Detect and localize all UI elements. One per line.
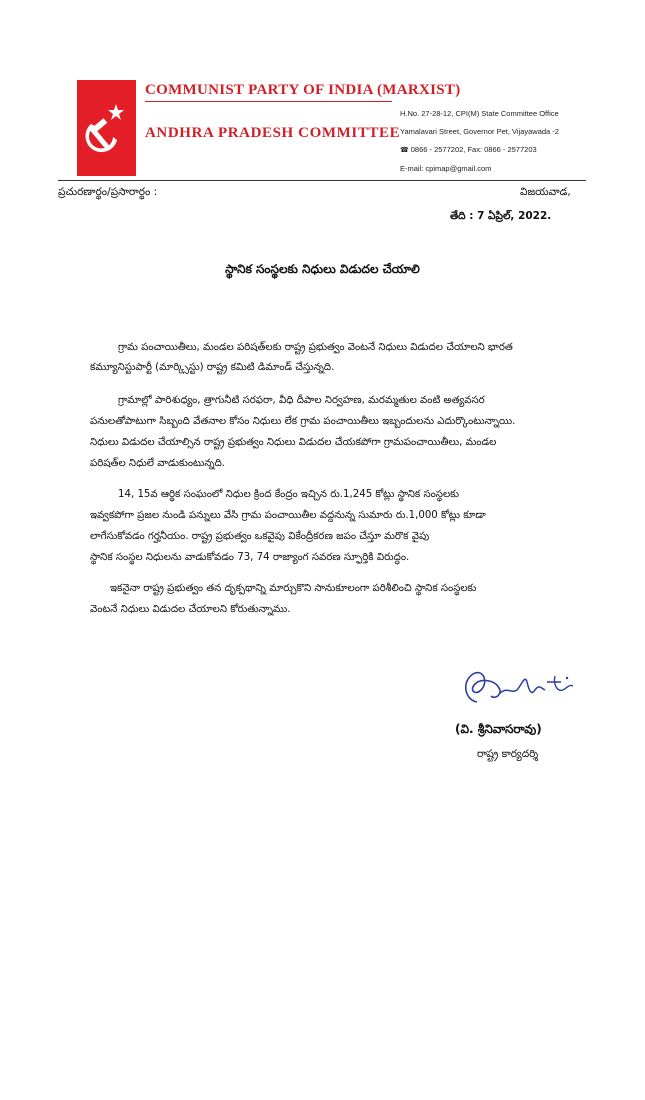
paragraph-3-line: ఇవ్వకపోగా ప్రజల నుండి పన్నులు వేసి గ్రామ పంచాయితీల వద్దనున్న సుమారు రు.1,000 కోట్లు కూడా	[90, 510, 486, 521]
email-line: E-mail: cpimap@gmail.com	[400, 164, 492, 173]
press-label: ప్రచురణార్థం/ప్రసారార్థం :	[58, 186, 158, 198]
paragraph-1-line: గ్రామ పంచాయితీలు, మండల పరిషత్‌లకు రాష్ట్ర ప్రభుత్వం వెంటనే నిధులు విడుదల చేయాలని భారత	[118, 342, 513, 353]
party-logo	[77, 80, 136, 176]
party-name: COMMUNIST PARTY OF INDIA (MARXIST)	[145, 82, 461, 98]
hammer-sickle-star-icon	[83, 102, 129, 156]
phone-line	[400, 145, 537, 154]
committee-name: ANDHRA PRADESH COMMITTEE	[145, 125, 401, 141]
paragraph-3-line: 14, 15వ ఆర్థిక సంఘంలో నిధుల క్రింద కేంద్రం ఇచ్చిన రు.1,245 కోట్లు స్థానిక సంస్థలకు	[118, 489, 460, 500]
header-divider	[145, 101, 392, 102]
address-line-1: H.No. 27-28-12, CPI(M) State Committee Office	[400, 109, 559, 118]
signatory-designation: రాష్ట్ర కార్యదర్శి	[477, 748, 539, 760]
phone-icon: ☎	[400, 147, 409, 154]
paragraph-4-line: వెంటనే నిధులు విడుదల చేయాలని కోరుతున్నాము.	[90, 604, 291, 615]
page-title: స్థానిక సంస్థలకు నిధులు విడుదల చేయాలి	[225, 262, 420, 276]
phone-text: 0866 - 2577202, Fax: 0866 - 2577203	[410, 145, 537, 154]
header-bottom-rule	[58, 180, 586, 181]
signature-image	[455, 660, 585, 715]
signatory-name: (వి. శ్రీనివాసరావు)	[455, 722, 542, 736]
paragraph-2-line: పరిషత్‌ల నిధులే వాడుకుంటున్నది.	[90, 458, 226, 469]
date: తేది : 7 ఏప్రిల్, 2022.	[450, 210, 552, 222]
place: విజయవాడ,	[520, 186, 571, 198]
paragraph-2-line: గ్రామాల్లో పారిశుధ్యం, త్రాగునీటి సరఫరా, వీధి దీపాల నిర్వహణ, మరమ్మతుల వంటి అత్యవసర	[118, 395, 485, 406]
paragraph-4-line: ఇకనైనా రాష్ట్ర ప్రభుత్వం తన దృక్పథాన్ని మార్చుకొని సానుకూలంగా పరిశీలించి స్థానిక సంస్థలకు	[110, 583, 477, 594]
address-line-2: Yamalavari Street, Governor Pet, Vijayawada -2	[400, 127, 559, 136]
paragraph-3-line: లాగేసుకోవడం గర్హనీయం. రాష్ట్ర ప్రభుత్వం ఒకవైపు వికేంద్రీకరణ జపం చేస్తూ మరొక వైపు	[90, 531, 430, 542]
paragraph-3-line: స్థానిక సంస్థల నిధులను వాడుకోవడం 73, 74 రాజ్యాంగ సవరణ స్ఫూర్తికి విరుద్ధం.	[90, 552, 410, 563]
paragraph-2-line: నిధులు విడుదల చేయాల్సిన రాష్ట్ర ప్రభుత్వం నిధులు విడుదల చేయకపోగా గ్రామపంచాయితీలు, మండల	[90, 437, 497, 448]
paragraph-1-line: కమ్యూనిస్టుపార్టీ (మార్క్సిస్టు) రాష్ట్ర కమిటి డిమాండ్ చేస్తున్నది.	[90, 362, 335, 373]
paragraph-2-line: పనులతోపాటుగా సిబ్బంది వేతనాల కోసం నిధులు లేక గ్రామ పంచాయితీలు ఇబ్బందులను ఎదుర్కొంటున్నాయి.	[90, 416, 516, 427]
